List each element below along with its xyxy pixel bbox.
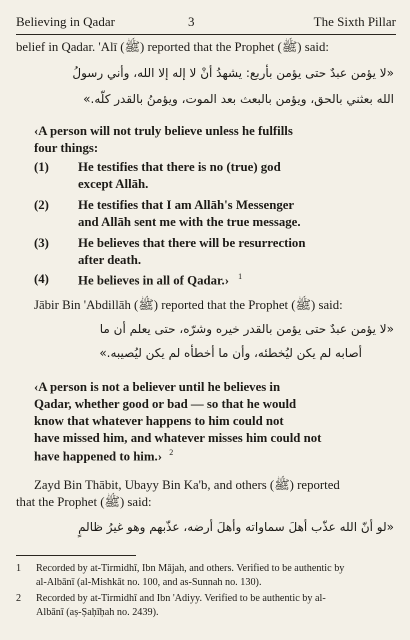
arabic-hadith-2-line-1: «لا يؤمن عبدٌ حتى يؤمن بالقدر خيره وشرّه، حتى يعلم أن ما (99, 322, 394, 336)
translation-2-line-3: know that whatever happens to him could not (34, 414, 284, 428)
intro-line-1: belief in Qadar. 'Alī (ﷺ) reported that the Prophet (ﷺ) said: (16, 40, 329, 54)
intro-line-3a: Zayd Bin Thābit, Ubayy Bin Ka'b, and others (ﷺ) reported (34, 478, 340, 492)
translation-1-line-1: ‹A person will not truly believe unless he fulfills (34, 124, 293, 138)
arabic-hadith-2-line-2: أصابه لم يكن ليُخطئه، وأن ما أخطأه لم يكن ليُصيبه.» (99, 346, 362, 360)
running-header (16, 14, 396, 34)
footnote-reference: 1 (238, 272, 243, 281)
list-item-line: He testifies that there is no (true) god (78, 160, 281, 174)
footnote-1-line-1: Recorded by at-Tirmidhī, Ibn Mājah, and others. Verified to be authentic by (36, 563, 345, 574)
footnote-2-line-2: Albānī (aṣ-Ṣaḥīḥah no. 2439). (36, 607, 159, 618)
translation-2-line-2: Qadar, whether good or bad — so that he would (34, 397, 297, 411)
footnote-rule (16, 555, 136, 556)
list-item-line: except Allāh. (78, 177, 149, 191)
footnote-number: 1 (16, 563, 22, 574)
footnote-1-line-2: al-Albānī (al-Mishkāt no. 100, and as-Sunnah no. 130). (36, 577, 262, 588)
footnote-reference: 2 (169, 448, 174, 457)
list-number: (2) (34, 198, 49, 212)
header-rule (16, 34, 396, 35)
list-item-text: He believes in all of Qadar.› (78, 273, 229, 288)
header-section-title: The Sixth Pillar (313, 14, 396, 29)
list-item-line: and Allāh sent me with the true message. (78, 215, 301, 229)
list-number: (4) (34, 272, 49, 286)
translation-text: have happened to him.› (34, 449, 162, 464)
translation-2-line-4: have missed him, and whatever misses him could not (34, 431, 322, 445)
list-item-line: He believes that there will be resurrection (78, 236, 306, 250)
translation-1-line-2: four things: (34, 141, 99, 155)
arabic-hadith-1-line-2: الله بعثني بالحق، ويؤمن بالبعث بعد الموت، ويؤمنُ بالقدر كلّه.» (83, 92, 394, 106)
header-chapter-title: Believing in Qadar (16, 14, 115, 29)
translation-2-line-1: ‹A person is not a believer until he believes in (34, 380, 281, 394)
intro-line-3b: that the Prophet (ﷺ) said: (16, 495, 152, 509)
arabic-hadith-1-line-1: «لا يؤمن عبدٌ حتى يؤمن بأربع: يشهدُ أنْ لا إله إلا الله، وأني رسولُ (72, 66, 394, 80)
intro-line-2: Jābir Bin 'Abdillāh (ﷺ) reported that the Prophet (ﷺ) said: (34, 298, 343, 312)
list-item-line: after death. (78, 253, 142, 267)
list-number: (1) (34, 160, 49, 174)
footnote-2-line-1: Recorded by at-Tirmidhī and Ibn 'Adiyy. Verified to be authentic by al- (36, 593, 326, 604)
page-number: 3 (188, 14, 195, 29)
list-number: (3) (34, 236, 49, 250)
footnote-number: 2 (16, 593, 22, 604)
translation-2-line-5 (34, 448, 173, 464)
list-item-line: He testifies that I am Allāh's Messenger (78, 198, 295, 212)
arabic-hadith-3-line-1: «لو أنّ الله عذّب أهلَ سماواته وأهلَ أرضه، عذّبهم وهو غيرُ ظالمٍ (78, 520, 394, 534)
list-item-line (78, 272, 242, 288)
